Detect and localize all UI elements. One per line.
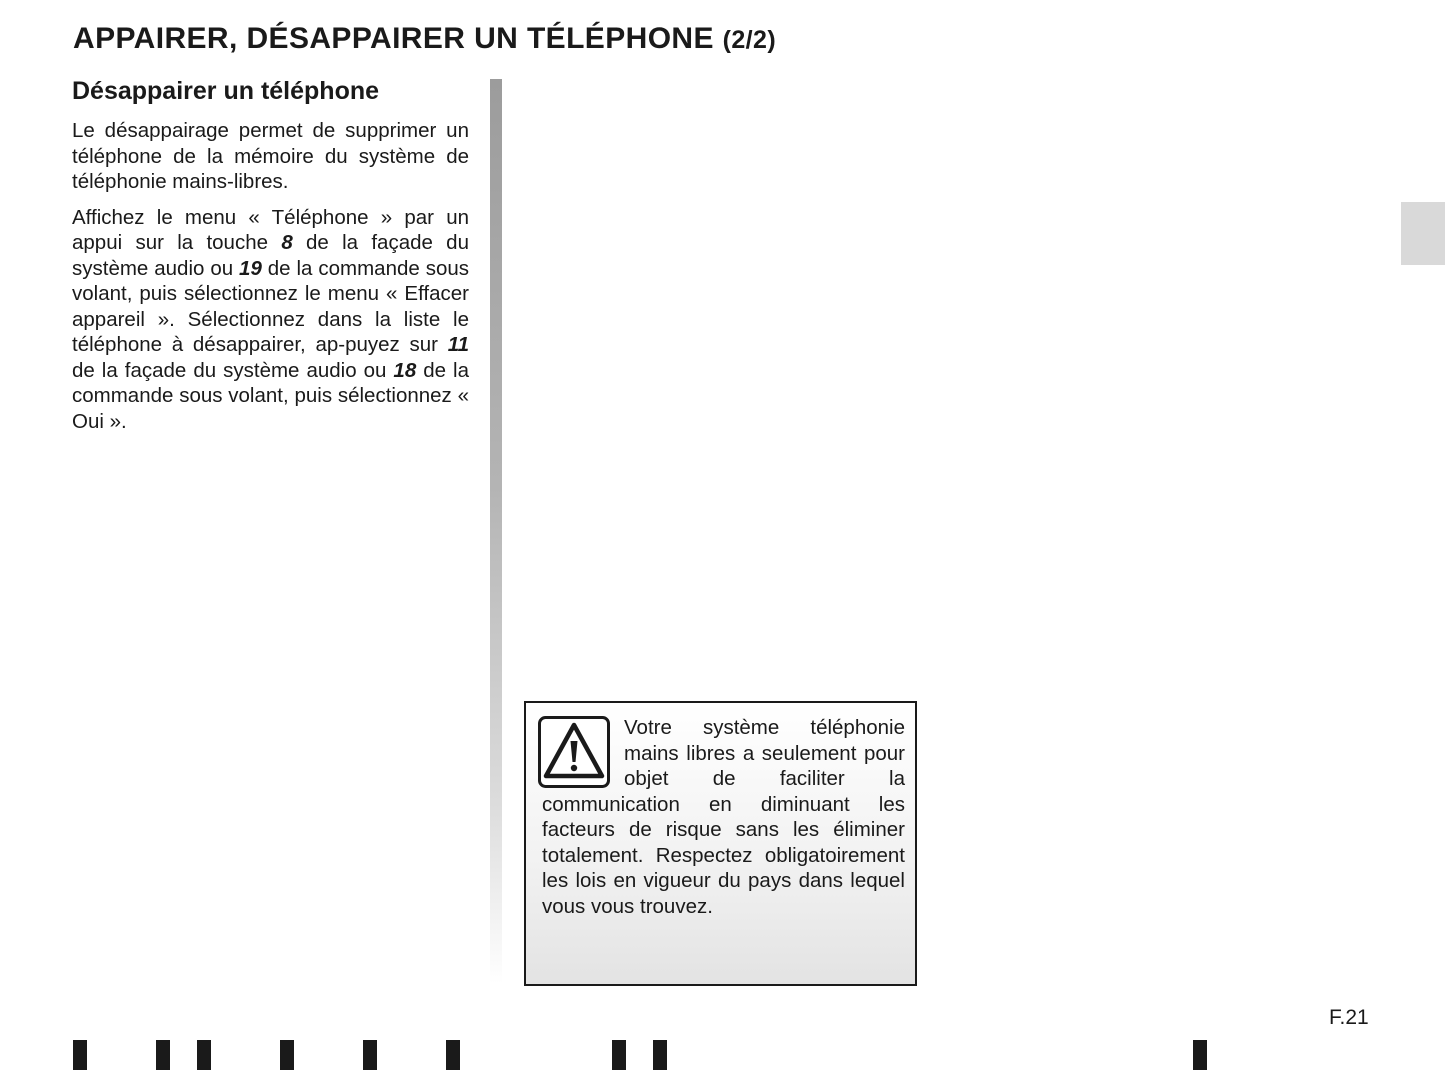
left-column	[72, 74, 469, 444]
paragraph-instructions	[72, 205, 469, 435]
warning-message: Votre système téléphonie mains libres a seulement pour objet de faciliter la communication en diminuant les facteurs de risque sans les éliminer totalement. Respectez obligatoirement les lois en vigueur du pays dans lequel vous vous trouvez.	[542, 716, 905, 918]
warning-box	[524, 701, 917, 986]
print-registration-mark	[1193, 1040, 1207, 1070]
page-number: F.21	[1329, 1006, 1369, 1029]
warning-text	[542, 715, 905, 919]
page-title-text: APPAIRER, DÉSAPPAIRER UN TÉLÉPHONE	[73, 22, 714, 55]
instructions-text-4: de la façade du système audio ou	[72, 358, 394, 382]
print-registration-mark	[653, 1040, 667, 1070]
section-tab-marker	[1401, 202, 1445, 265]
print-registration-mark	[363, 1040, 377, 1070]
instructions-text-5: de la commande sous volant, puis sélectionnez « Oui ».	[72, 358, 469, 433]
instructions-text-3: de la commande sous volant, puis sélectionnez le menu « Effacer appareil ». Sélectionnez dans la liste le téléphone à désappairer, ap-puyez sur	[72, 256, 469, 356]
instructions-text-1: Affichez le menu « Téléphone » par un appui sur la touche	[72, 205, 469, 254]
section-heading: Désappairer un téléphone	[72, 77, 380, 105]
instructions-text-2: de la façade du système audio ou	[72, 231, 469, 280]
key-ref-18: 18	[393, 358, 417, 382]
print-registration-mark	[73, 1040, 87, 1070]
key-ref-11: 11	[447, 333, 469, 356]
icon-spacer	[542, 715, 624, 790]
print-registration-mark	[156, 1040, 170, 1070]
paragraph-intro: Le désappairage permet de supprimer un téléphone de la mémoire du système de téléphonie mains-libres.	[72, 119, 469, 193]
print-registration-mark	[612, 1040, 626, 1070]
print-registration-mark	[197, 1040, 211, 1070]
key-ref-19: 19	[239, 256, 262, 280]
key-ref-8: 8	[281, 231, 293, 254]
page-title	[73, 22, 776, 56]
column-divider	[490, 79, 502, 984]
page-part-indicator: (2/2)	[722, 26, 777, 54]
print-registration-mark	[446, 1040, 460, 1070]
print-registration-mark	[280, 1040, 294, 1070]
